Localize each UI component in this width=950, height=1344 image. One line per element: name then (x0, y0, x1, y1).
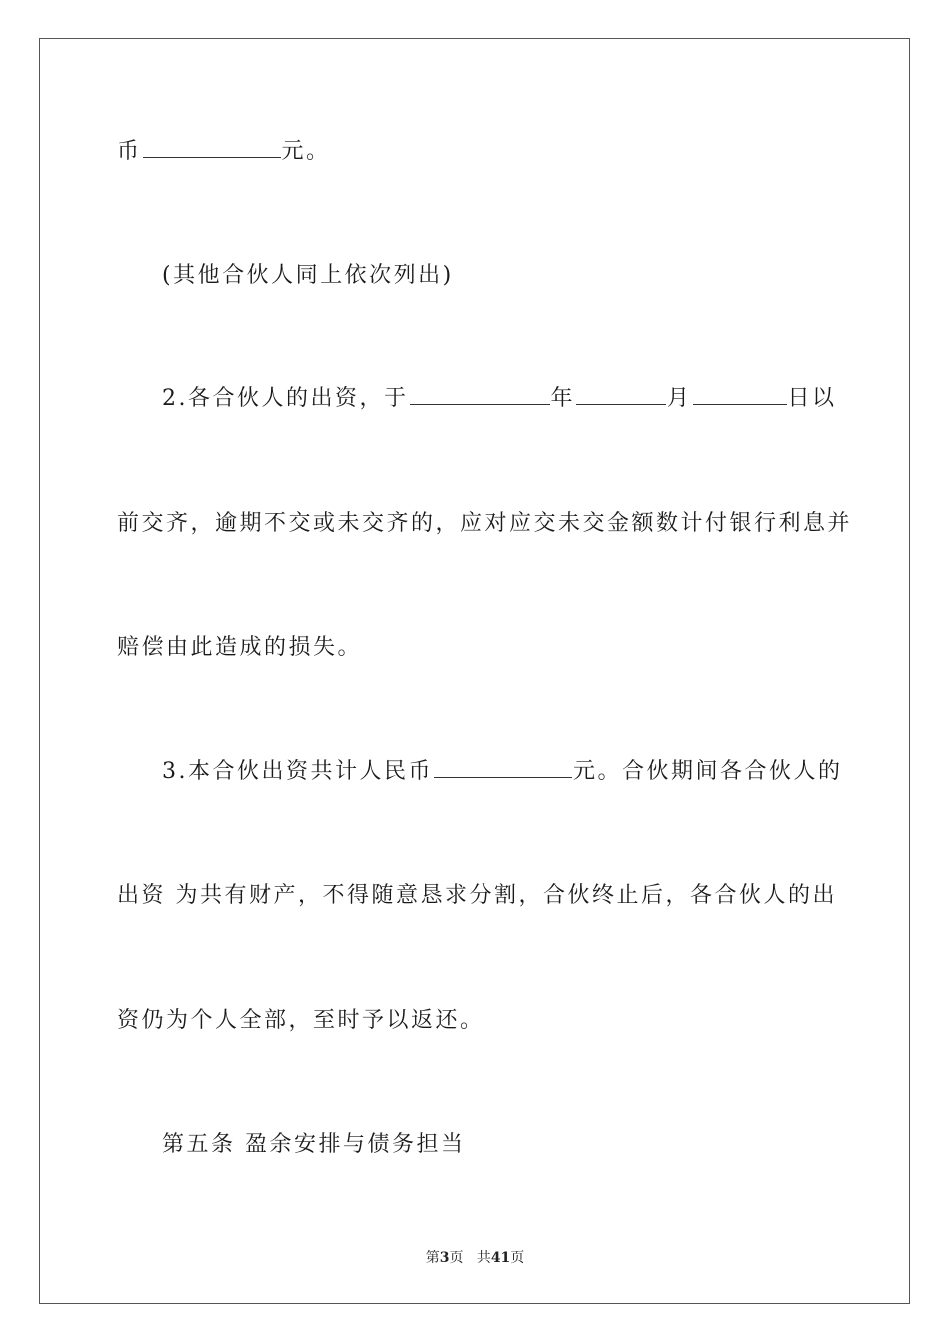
page-footer (0, 1247, 950, 1267)
text-line-clause-2 (162, 384, 837, 414)
blank-amount-field (143, 137, 281, 158)
text-line-clause-3 (162, 757, 843, 787)
total-pages: 41 (490, 1250, 511, 1266)
text-line-clause-2-cont: 前交齐，逾期不交或未交齐的，应对应交未交金额数计付银行利息并 (117, 511, 853, 536)
text-fragment: 3.本合伙出资共计人民币 (162, 759, 433, 784)
blank-month-field (576, 384, 666, 405)
text-line-clause-3-end: 资仍为个人全部，至时予以返还。 (117, 1008, 485, 1033)
text-fragment: 元。 (281, 139, 331, 164)
footer-text: 共 (476, 1250, 491, 1266)
text-fragment: 日以 (787, 386, 837, 411)
text-line-clause-3-cont: 出资 为共有财产，不得随意恳求分割，合伙终止后，各合伙人的出 (117, 883, 837, 908)
footer-text: 页 (449, 1250, 464, 1266)
text-fragment: 月 (667, 386, 692, 411)
blank-total-amount-field (434, 757, 572, 778)
text-fragment: 元。合伙期间各合伙人的 (573, 759, 843, 784)
blank-day-field (693, 384, 787, 405)
text-fragment: 币 (117, 139, 142, 164)
text-line-clause-2-end: 赔偿由此造成的损失。 (117, 635, 363, 660)
text-fragment: 年 (550, 386, 576, 411)
text-line-other-partners: (其他合伙人同上依次列出) (162, 263, 454, 288)
text-fragment: 2.各合伙人的出资，于 (162, 386, 409, 411)
blank-year-field (410, 384, 550, 405)
page-border (39, 38, 910, 1304)
footer-text: 第 (425, 1250, 440, 1266)
page-number: 3 (439, 1250, 450, 1266)
section-heading-article-5: 第五条 盈余安排与债务担当 (162, 1132, 466, 1157)
text-line-currency (117, 137, 331, 167)
footer-text: 页 (510, 1250, 525, 1266)
